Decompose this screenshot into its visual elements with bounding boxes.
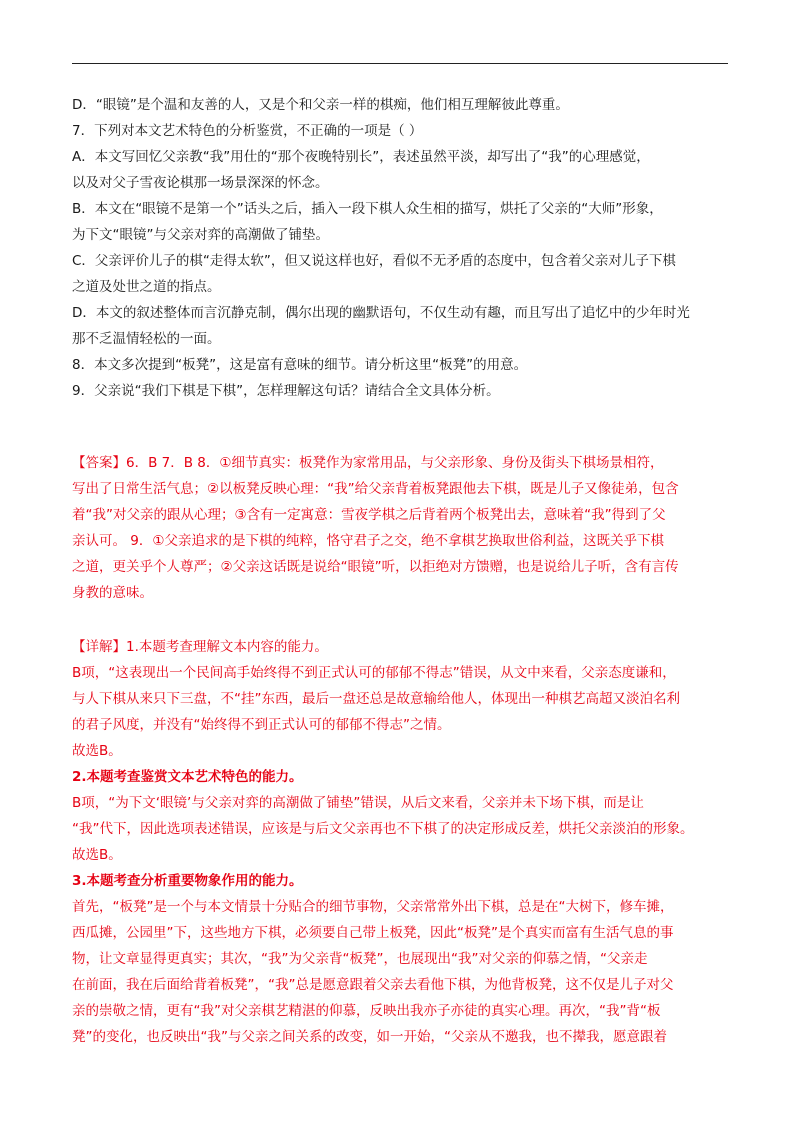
- detail-line: 与人下棋从来只下三盘，不“挂”东西，最后一盘还总是故意输给他人，体现出一种棋艺高超又淡泊名利: [72, 691, 680, 707]
- question-line: 为下文“眼镜”与父亲对弈的高潮做了铺垫。: [72, 227, 329, 243]
- question-line: D．“眼镜”是个温和友善的人，又是个和父亲一样的棋痴，他们相互理解彼此尊重。: [72, 97, 569, 113]
- question-block: [72, 92, 728, 404]
- header-rule: [72, 63, 728, 64]
- section-gap: [72, 404, 728, 450]
- question-line: 那不乏温情轻松的一面。: [72, 331, 221, 347]
- answer-line: 身教的意味。: [72, 585, 153, 601]
- detail-subheading: 2.本题考查鉴赏文本艺术特色的能力。: [72, 769, 303, 785]
- detail-line: 物，让文章显得更真实；其次，“我”为父亲背“板凳”，也展现出“我”对父亲的仰慕之情，“父亲走: [72, 951, 648, 967]
- answer-line: 亲认可。 9．①父亲追求的是下棋的纯粹，恪守君子之交，绝不拿棋艺换取世俗利益，这既关乎下棋: [72, 533, 664, 549]
- question-line: B．本文在“眼镜不是第一个”话头之后，插入一段下棋人众生相的描写，烘托了父亲的“大师”形象，: [72, 201, 663, 217]
- detail-line: 故选B。: [72, 743, 122, 759]
- detail-line: 在前面，我在后面给背着板凳”，“我”总是愿意跟着父亲去看他下棋，为他背板凳，这不仅是儿子对父: [72, 977, 674, 993]
- answer-line: 【答案】6．B 7．B 8．①细节真实：板凳作为家常用品，与父亲形象、身份及街头下棋场景相符，: [72, 455, 664, 471]
- question-line: 7．下列对本文艺术特色的分析鉴赏，不正确的一项是（ ）: [72, 123, 423, 139]
- detail-block: [72, 634, 728, 1050]
- question-line: 8．本文多次提到“板凳”，这是富有意味的细节。请分析这里“板凳”的用意。: [72, 357, 528, 373]
- detail-line: 凳”的变化，也反映出“我”与父亲之间关系的改变，如一开始，“父亲从不邀我，也不撵我，愿意跟着: [72, 1029, 667, 1045]
- question-line: A．本文写回忆父亲教“我”用仕的“那个夜晚特别长”，表述虽然平淡，却写出了“我”的心理感觉，: [72, 149, 650, 165]
- section-gap: [72, 606, 728, 634]
- detail-line: 故选B。: [72, 847, 122, 863]
- detail-line: 西瓜摊，公园里”下，这些地方下棋，必须要自己带上板凳，因此“板凳”是个真实而富有生活气息的事: [72, 925, 674, 941]
- question-line: 9．父亲说“我们下棋是下棋”，怎样理解这句话？请结合全文具体分析。: [72, 383, 500, 399]
- detail-line: 的君子风度，并没有“始终得不到正式认可的郁郁不得志”之情。: [72, 717, 451, 733]
- question-line: D．本文的叙述整体而言沉静克制，偶尔出现的幽默语句，不仅生动有趣，而且写出了追忆中的少年时光: [72, 305, 690, 321]
- detail-line: 【详解】1.本题考查理解文本内容的能力。: [72, 639, 328, 655]
- document-page: [72, 92, 728, 1050]
- question-line: C．父亲评价儿子的棋“走得太软”，但又说这样也好，看似不无矛盾的态度中，包含着父亲对儿子下棋: [72, 253, 676, 269]
- detail-line: 亲的崇敬之情，更有“我”对父亲棋艺精湛的仰慕，反映出我亦子亦徒的真实心理。再次，“我”背“板: [72, 1003, 661, 1019]
- detail-line: “我”代下，因此选项表述错误，应该是与后文父亲再也不下棋了的决定形成反差，烘托父亲淡泊的形象。: [72, 821, 694, 837]
- answer-line: 写出了日常生活气息；②以板凳反映心理：“我”给父亲背着板凳跟他去下棋，既是儿子又像徒弟，包含: [72, 481, 679, 497]
- detail-line: B项，“为下文‘眼镜’与父亲对弈的高潮做了铺垫”错误，从后文来看，父亲并未下场下棋，而是让: [72, 795, 644, 811]
- answer-line: 之道，更关乎个人尊严；②父亲这话既是说给“眼镜”听，以拒绝对方馈赠，也是说给儿子听，含有言传: [72, 559, 679, 575]
- question-line: 以及对父子雪夜论棋那一场景深深的怀念。: [72, 175, 329, 191]
- detail-line: 首先，“板凳”是一个与本文情景十分贴合的细节事物，父亲常常外出下棋，总是在“大树下，修车摊，: [72, 899, 674, 915]
- answer-line: 着“我”对父亲的跟从心理；③含有一定寓意：雪夜学棋之后背着两个板凳出去，意味着“我”得到了父: [72, 507, 666, 523]
- question-line: 之道及处世之道的指点。: [72, 279, 221, 295]
- answer-block: [72, 450, 728, 606]
- detail-line: B项，“这表现出一个民间高手始终得不到正式认可的郁郁不得志”错误，从文中来看，父亲态度谦和，: [72, 665, 676, 681]
- detail-subheading: 3.本题考查分析重要物象作用的能力。: [72, 873, 303, 889]
